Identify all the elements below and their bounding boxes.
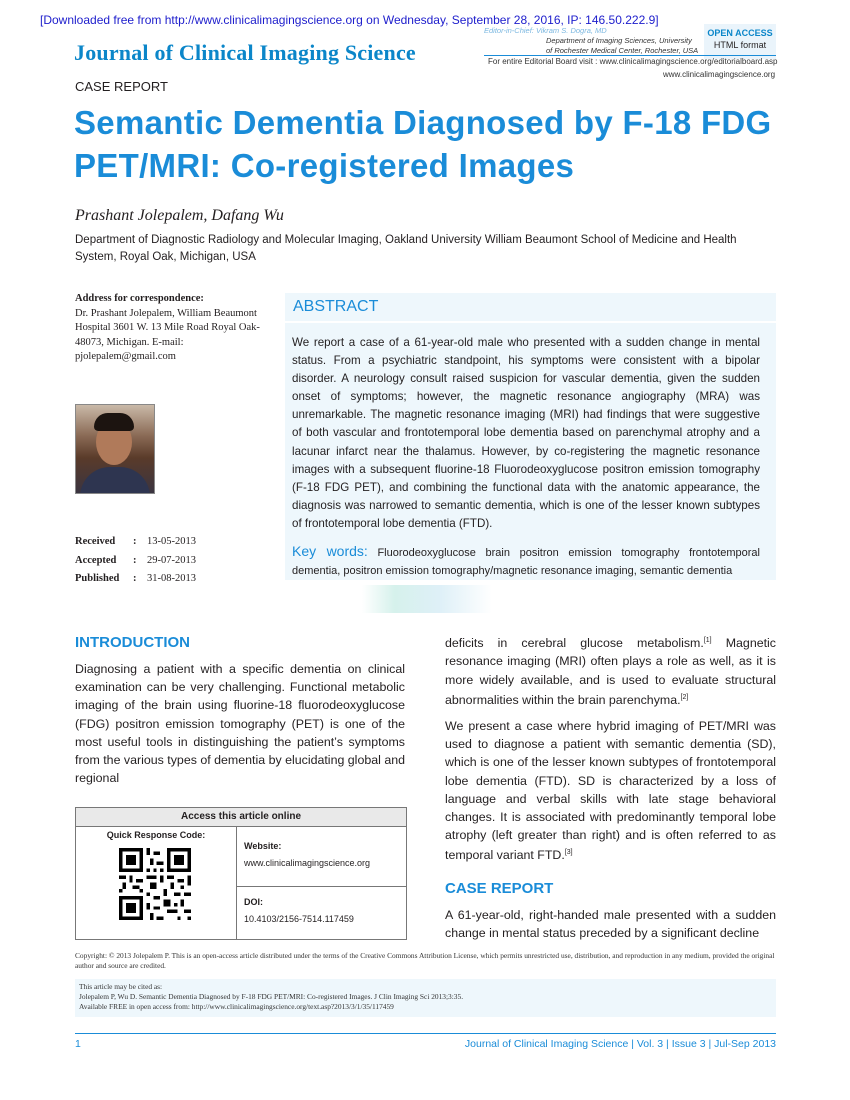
watermark (362, 585, 492, 613)
editor-info (484, 26, 700, 56)
editor-name: Vikram S. Dogra, MD (535, 26, 607, 35)
authors: Prashant Jolepalem, Dafang Wu (75, 207, 284, 224)
site-url-link[interactable]: www.clinicalimagingscience.org (663, 70, 776, 79)
introduction-paragraph-2: We present a case where hybrid imaging of PET/MRI was used to diagnose a patient with semantic dementia (SD), which is one of the lesser known subtypes of frontotemporal lobe dementia (FTD). SD is characterized by a loss of language and verbal skills with late stage behavioral changes. It is associated with predominantly temporal lobe atrophy (left greater than right) and is often referred to as temporal variant FTD.[3] (445, 719, 776, 863)
right-column (445, 632, 776, 873)
website-label: Website: (244, 841, 282, 851)
abstract-heading: ABSTRACT (293, 298, 379, 315)
article-type: CASE REPORT (75, 79, 168, 94)
footer-divider (75, 1033, 776, 1034)
date-value: 13-05-2013 (147, 536, 196, 547)
citation-ref[interactable]: [2] (680, 693, 689, 701)
keywords-label: Key words: (292, 543, 368, 559)
date-value: 31-08-2013 (147, 573, 196, 584)
open-access-label: OPEN ACCESS (707, 28, 773, 38)
date-row-published: Published : 31-08-2013 (75, 570, 196, 589)
qr-label: Quick Response Code: (106, 830, 206, 840)
correspondence-block (75, 292, 275, 365)
introduction-text: Diagnosing a patient with a specific dementia on clinical examination can be very challenging. Functional metabolic imaging of the brain using fluorine-18 fluorodeoxyglucose (FDG) positron emission tomography (PET) is one of the most useful tools in distinguishing the patient’s symptoms from the various types of dementia by elucidating global and regional (75, 662, 405, 786)
qr-code-icon[interactable] (119, 848, 191, 920)
doi-label: DOI: (244, 897, 263, 907)
abstract-divider (285, 321, 776, 323)
abstract-text: We report a case of a 61-year-old male who presented with a sudden change in mental status. From a psychiatric standpoint, his symptoms were consistent with a bipolar disorder. A neurology consult raised suspicion for vascular dementia, given the sudden onset of symptoms; however, the magnetic resonance angiography (MRA) was unremarkable. The magnetic resonance imaging (MRI) had findings that were suggestive of both vascular and frontotemporal lobe dementia based on parenchymal atrophy and a lacunar infarct near the thalamus. However, by co-registering the magnetic resonance images with a subsequent fluorine-18 Fluorodeoxyglucose positron emission tomography (F-18 FDG PET), and combining the functional data with the anatomic appearance, the diagnosis was narrowed to semantic dementia, which is one of the lesser known subtypes of frontotemporal lobe dementia (FTD). (292, 336, 760, 530)
date-row-accepted: Accepted : 29-07-2013 (75, 552, 196, 571)
html-format-label: HTML format (713, 40, 767, 50)
doi-link[interactable]: 10.4103/2156-7514.117459 (244, 914, 354, 924)
citation-line: This article may be cited as: (79, 982, 163, 991)
date-row-received: Received : 13-05-2013 (75, 533, 196, 552)
download-banner: [Downloaded free from http://www.clinicalimagingscience.org on Wednesday, September 28, 2016, IP: 146.50.222.9] (40, 13, 659, 27)
citation-line: Jolepalem P, Wu D. Semantic Dementia Diagnosed by F-18 FDG PET/MRI: Co-registered Images. J Clin Imaging Sci 2013;3:35. (79, 992, 464, 1001)
editor-label: Editor-in-Chief: (484, 26, 534, 35)
keywords (292, 542, 760, 580)
citation-box (75, 979, 776, 1017)
citation-link[interactable]: Available FREE in open access from: http://www.clinicalimagingscience.org/text.asp?2013/3/1/35/117459 (79, 1002, 394, 1011)
introduction-paragraph-continued: deficits in cerebral glucose metabolism.[1] Magnetic resonance imaging (MRI) often plays a role as well, as it is more widely available, and is used to evaluate structural abnormalities within the brain parenchyma.[2] (445, 636, 776, 707)
journal-title: Journal of Clinical Imaging Science (74, 40, 416, 65)
footer-journal-info: Journal of Clinical Imaging Science | Vol. 3 | Issue 3 | Jul-Sep 2013 (464, 1038, 776, 1050)
affiliation: Department of Diagnostic Radiology and Molecular Imaging, Oakland University William Beaumont School of Medicine and Health System, Royal Oak, Michigan, USA (75, 234, 737, 263)
citation-ref[interactable]: [3] (564, 849, 573, 857)
introduction-heading: INTRODUCTION (75, 634, 190, 651)
editorial-board-link[interactable]: For entire Editorial Board visit : www.clinicalimagingscience.org/editorialboard.asp (488, 57, 778, 66)
editor-dept: Department of Imaging Sciences, University of Rochester Medical Center, Rochester, USA (546, 36, 699, 55)
date-value: 29-07-2013 (147, 554, 196, 566)
access-box-title: Access this article online (76, 808, 406, 827)
citation-ref[interactable]: [1] (703, 637, 712, 644)
date-label: Accepted (75, 554, 117, 566)
access-article-box (75, 807, 407, 940)
case-report-text: A 61-year-old, right-handed male presented with a sudden change in mental status preceded by a significant decline (445, 908, 776, 941)
article-title: Semantic Dementia Diagnosed by F-18 FDG PET/MRI: Co-registered Images (74, 104, 772, 184)
correspondence-body: Dr. Prashant Jolepalem, William Beaumont Hospital 3601 W. 13 Mile Road Royal Oak-48073, Michigan. E-mail: pjolepalem@gmail.com (75, 307, 260, 362)
date-label: Received (75, 536, 116, 547)
page-number: 1 (75, 1038, 81, 1050)
publication-dates (75, 533, 196, 589)
header-divider (484, 55, 776, 56)
author-photo (75, 404, 155, 494)
copyright-notice: Copyright: © 2013 Jolepalem P. This is an open-access article distributed under the terms of the Creative Commons Attribution License, which permits unrestricted use, distribution, and reproduction in any medium, provided the original author and source are credited. (75, 951, 775, 970)
correspondence-heading: Address for correspondence: (75, 293, 204, 304)
website-link[interactable]: www.clinicalimagingscience.org (244, 858, 371, 868)
open-access-badge (704, 24, 776, 59)
date-label: Published (75, 573, 120, 584)
keywords-text: Fluorodeoxyglucose brain positron emission tomography frontotemporal dementia, positron emission tomography/magnetic resonance imaging, semantic dementia (292, 547, 760, 577)
case-report-heading: CASE REPORT (445, 880, 554, 897)
